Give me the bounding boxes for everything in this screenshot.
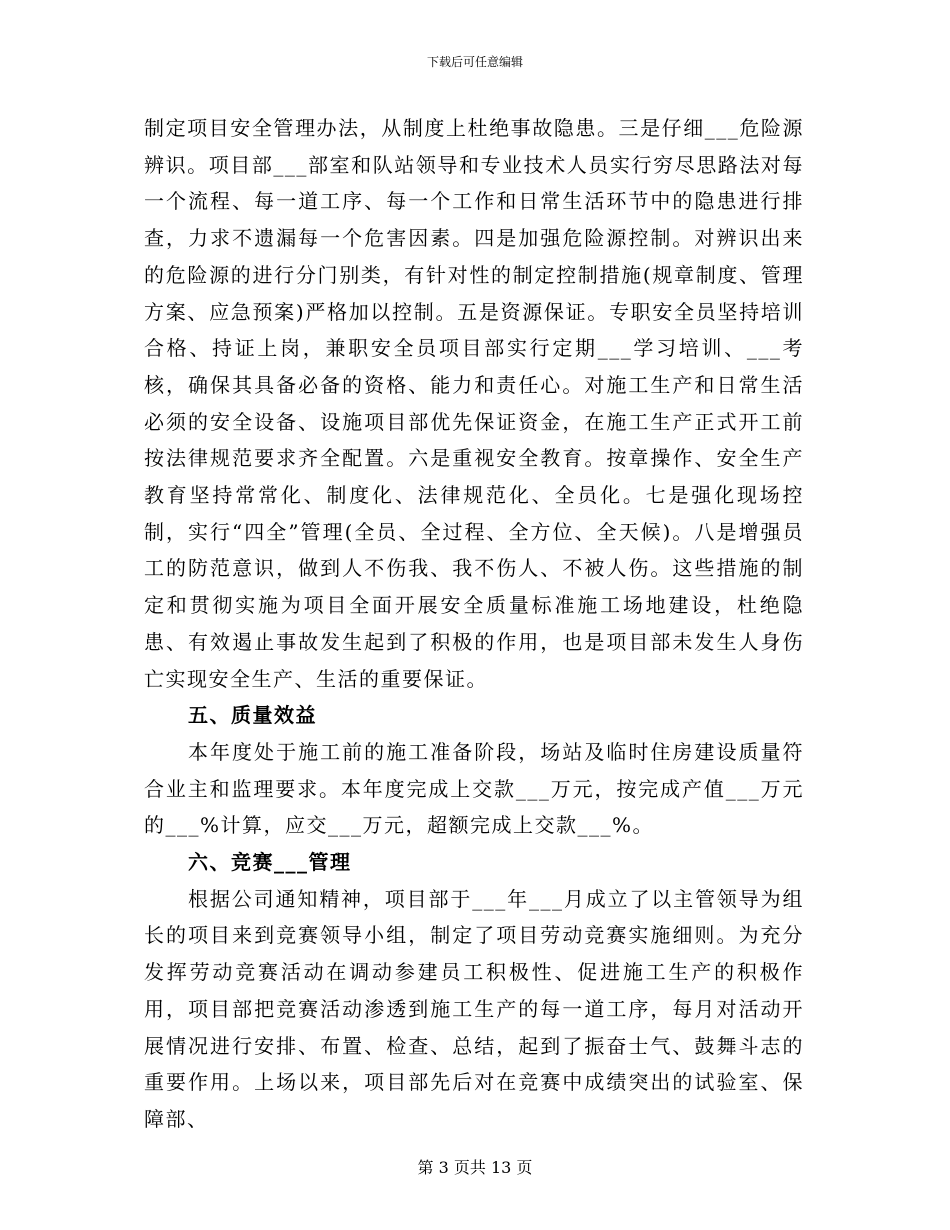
paragraph-quality-benefit: 本年度处于施工前的施工准备阶段，场站及临时住房建设质量符合业主和监理要求。本年度完成上交款___万元，按完成产值___万元的___%计算，应交___万元，超额完成上交款___%。 (144, 739, 804, 838)
page-header: 下载后可任意编辑 (426, 55, 523, 69)
document-body (144, 110, 804, 1138)
section-heading-quality-benefit: 五、质量效益 (188, 703, 317, 728)
paragraph-competition-management: 根据公司通知精神，项目部于___年___月成立了以主管领导为组长的项目来到竞赛领导小组，制定了项目劳动竞赛实施细则。为充分发挥劳动竞赛活动在调动参建员工积极性、促进施工生产的积极作用，项目部把竞赛活动渗透到施工生产的每一道工序，每月对活动开展情况进行安排、布置、检查、总结，起到了振奋士气、鼓舞斗志的重要作用。上场以来，项目部先后对在竞赛中成绩突出的试验室、保障部、 (144, 886, 804, 1131)
section-heading-competition-management: 六、竞赛___管理 (188, 850, 352, 875)
paragraph-safety-measures: 制定项目安全管理办法，从制度上杜绝事故隐患。三是仔细___危险源辨识。项目部___部室和队站领导和专业技术人员实行穷尽思路法对每一个流程、每一道工序、每一个工作和日常生活环节中的隐患进行排查，力求不遗漏每一个危害因素。四是加强危险源控制。对辨识出来的危险源的进行分门别类，有针对性的制定控制措施(规章制度、管理方案、应急预案)严格加以控制。五是资源保证。专职安全员坚持培训合格、持证上岗，兼职安全员项目部实行定期___学习培训、___考核，确保其具备必备的资格、能力和责任心。对施工生产和日常生活必须的安全设备、设施项目部优先保证资金，在施工生产正式开工前按法律规范要求齐全配置。六是重视安全教育。按章操作、安全生产教育坚持常常化、制度化、法律规范化、全员化。七是强化现场控制，实行“四全”管理(全员、全过程、全方位、全天候)。八是增强员工的防范意识，做到人不伤我、我不伤人、不被人伤。这些措施的制定和贯彻实施为项目全面开展安全质量标准施工场地建设，杜绝隐患、有效遏止事故发生起到了积极的作用，也是项目部未发生人身伤亡实现安全生产、生活的重要保证。 (144, 116, 804, 691)
page-footer: 第 3 页共 13 页 (417, 1158, 533, 1177)
